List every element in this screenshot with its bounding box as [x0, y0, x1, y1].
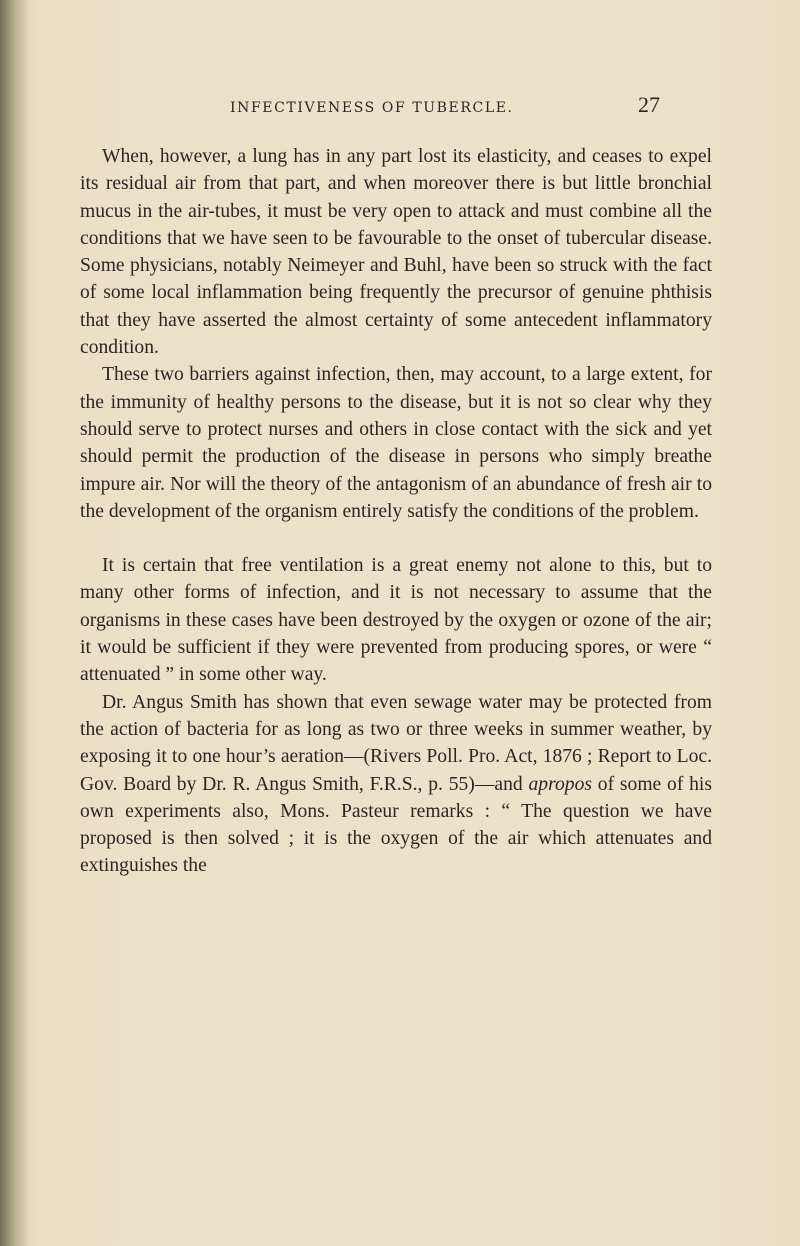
paragraph-3: It is certain that free ventilation is a great enemy not alone to this, but to many other forms of infection, and it is not necessary to assume that the organisms in these cases have been destroyed by the oxygen or ozone of the air; it would be sufficient if they were prevented from producing spores, or were “ attenuated ” in some other way. — [80, 555, 712, 686]
paragraph-4 — [80, 689, 712, 880]
body-text — [80, 143, 712, 880]
running-title: INFECTIVENESS OF TUBERCLE. — [230, 100, 514, 116]
page-header — [230, 92, 660, 122]
paragraph-4-part-1: Dr. Angus Smith has shown that even sewage water may be protected from the action of bacteria for as long as two or three weeks in summer weather, by exposing it to one hour’s aeration—(Rivers Poll. Pro. Act, 1876 ; Report to Loc. Gov. Board by Dr. R. Angus Smith, F.R.S., p. 55)—and — [80, 691, 712, 795]
page-number: 27 — [638, 92, 660, 117]
book-binding-edge — [0, 0, 30, 1246]
paragraph-4-part-2: of some of his own experiments also, Mons. Pasteur remarks : “ The question we have proposed is then solved ; it is the oxygen of the air which attenuates and extinguishes the — [80, 773, 713, 877]
paragraph-4-italic: apropos — [528, 773, 593, 795]
section-gap — [80, 525, 712, 552]
paragraph-2: These two barriers against infection, then, may account, to a large extent, for the immunity of healthy persons to the disease, but it is not so clear why they should serve to protect nurses and others in close contact with the sick and yet should permit the production of the disease in persons who simply breathe impure air. Nor will the theory of the antagonism of an abundance of fresh air to the development of the organism entirely satisfy the conditions of the problem. — [80, 364, 712, 522]
paragraph-1: When, however, a lung has in any part lost its elasticity, and ceases to expel its residual air from that part, and when moreover there is but little bronchial mucus in the air-tubes, it must be very open to attack and must combine all the conditions that we have seen to be favourable to the onset of tubercular disease. Some physicians, notably Neimeyer and Buhl, have been so struck with the fact of some local inflammation being frequently the precursor of genuine phthisis that they have asserted the almost certainty of some antecedent inflammatory condition. — [80, 146, 712, 359]
